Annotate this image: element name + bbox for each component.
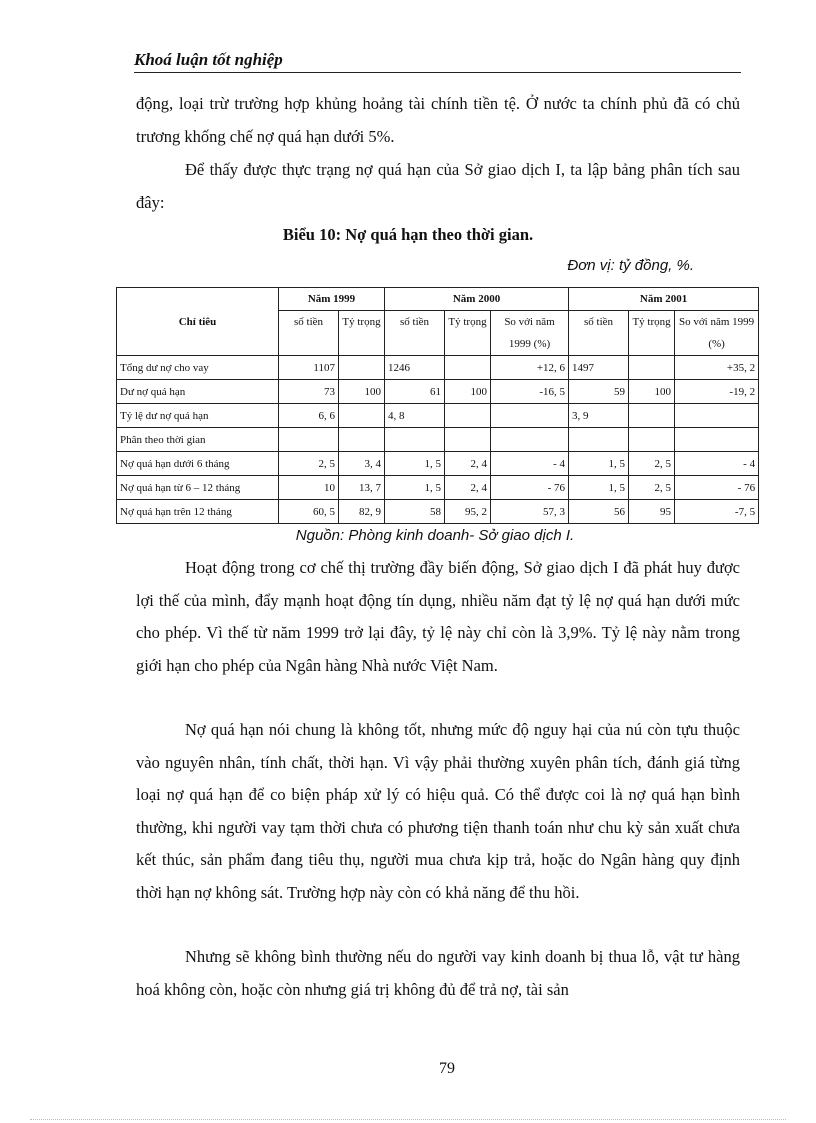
- row-label: Phân theo thời gian: [117, 428, 279, 452]
- table-cell: 6, 6: [279, 404, 339, 428]
- table-cell: [445, 428, 491, 452]
- table-cell: [339, 428, 385, 452]
- page-header: [134, 50, 741, 73]
- table-cell: [279, 428, 339, 452]
- table-cell: 1, 5: [385, 452, 445, 476]
- table-row: [117, 380, 759, 404]
- table-source: Nguồn: Phòng kinh doanh- Sở giao dịch I.: [295, 527, 575, 544]
- table-cell: 58: [385, 500, 445, 524]
- year-header: Năm 2000: [385, 288, 569, 311]
- table-cell: - 76: [675, 476, 759, 500]
- table-cell: 1, 5: [385, 476, 445, 500]
- table-cell: - 76: [491, 476, 569, 500]
- table-cell: 2, 5: [629, 452, 675, 476]
- table-cell: 82, 9: [339, 500, 385, 524]
- table-cell: 100: [339, 380, 385, 404]
- row-label: Nợ quá hạn dưới 6 tháng: [117, 452, 279, 476]
- table-cell: 57, 3: [491, 500, 569, 524]
- table-cell: [445, 356, 491, 380]
- row-label: Nợ quá hạn từ 6 – 12 tháng: [117, 476, 279, 500]
- sub-header: Tỷ trọng: [445, 311, 491, 356]
- table-cell: [339, 356, 385, 380]
- table-cell: [629, 404, 675, 428]
- page-number: 79: [439, 1060, 455, 1077]
- table-cell: 1246: [385, 356, 445, 380]
- table-cell: 100: [629, 380, 675, 404]
- table-cell: - 4: [675, 452, 759, 476]
- table-cell: 61: [385, 380, 445, 404]
- sub-header: So với năm 1999 (%): [491, 311, 569, 356]
- table-cell: [385, 428, 445, 452]
- row-label: Nợ quá hạn trên 12 tháng: [117, 500, 279, 524]
- sub-header: Tỷ trọng: [629, 311, 675, 356]
- table-cell: 2, 4: [445, 452, 491, 476]
- table-cell: [445, 404, 491, 428]
- table-cell: 13, 7: [339, 476, 385, 500]
- table-cell: -19, 2: [675, 380, 759, 404]
- header-title: Khoá luận tốt nghiệp: [134, 50, 283, 69]
- table-cell: 60, 5: [279, 500, 339, 524]
- table-cell: 95, 2: [445, 500, 491, 524]
- table-cell: 4, 8: [385, 404, 445, 428]
- criteria-header: Chỉ tiêu: [117, 288, 279, 356]
- table-cell: -7, 5: [675, 500, 759, 524]
- sub-header: So với năm 1999 (%): [675, 311, 759, 356]
- table-row: [117, 404, 759, 428]
- table-cell: 3, 4: [339, 452, 385, 476]
- table-cell: [491, 404, 569, 428]
- table-cell: [569, 428, 629, 452]
- paragraph-intro: động, loại trừ trường hợp khủng hoảng tài chính tiền tệ. Ở nước ta chính phủ đã có chủ trương khống chế nợ quá hạn dưới 5%.: [136, 94, 740, 146]
- table-cell: [629, 428, 675, 452]
- row-label: Tỷ lệ dư nợ quá hạn: [117, 404, 279, 428]
- table-cell: 1497: [569, 356, 629, 380]
- paragraph-overdue-analysis: Nợ quá hạn nói chung là không tốt, nhưng mức độ nguy hại của nú còn tựu thuộc vào nguyên nhân, tính chất, thời hạn. Vì vậy phải thường xuyên phân tích, đánh giá từng loại nợ quá hạn để co biện pháp xử lý có hiệu quả. Có thể được coi là nợ quá hạn bình thường, khi người vay tạm thời chưa có phương tiện thanh toán như chu kỳ sản xuất chưa kết thúc, sản phẩm đang tiêu thụ, người mua chưa kịp trả, hoặc do Ngân hàng quy định thời hạn nợ không sát. Trường hợp này còn có khả năng để thu hồi.: [136, 720, 740, 902]
- table-row: [117, 452, 759, 476]
- sub-header: Tỷ trọng: [339, 311, 385, 356]
- sub-header: số tiền: [385, 311, 445, 356]
- table-cell: -16, 5: [491, 380, 569, 404]
- table-unit: Đơn vị: tỷ đồng, %.: [567, 257, 694, 274]
- table-cell: 1, 5: [569, 452, 629, 476]
- paragraph-performance: Hoạt động trong cơ chế thị trường đầy biến động, Sở giao dịch I đã phát huy được lợi thế của mình, đẩy mạnh hoạt động tín dụng, nhiều năm đạt tỷ lệ nợ quá hạn dưới mức cho phép. Vì thế từ năm 1999 trở lại đây, tỷ lệ này chỉ còn là 3,9%. Tỷ lệ này nằm trong giới hạn cho phép của Ngân hàng Nhà nước Việt Nam.: [136, 558, 740, 675]
- table-cell: 1107: [279, 356, 339, 380]
- table-cell: 56: [569, 500, 629, 524]
- table-row: [117, 500, 759, 524]
- table-cell: [491, 428, 569, 452]
- paragraph-table-lead: Để thấy được thực trạng nợ quá hạn của Sở giao dịch I, ta lập bảng phân tích sau đây:: [136, 160, 740, 212]
- table-cell: 95: [629, 500, 675, 524]
- table-cell: 73: [279, 380, 339, 404]
- table-cell: 3, 9: [569, 404, 629, 428]
- paragraph-abnormal-debt: Nhưng sẽ không bình thường nếu do người vay kinh doanh bị thua lỗ, vật tư hàng hoá không còn, hoặc còn nhưng giá trị không đủ để trả nợ, tài sản: [136, 947, 740, 999]
- table-cell: 2, 5: [629, 476, 675, 500]
- table-cell: 59: [569, 380, 629, 404]
- table-cell: 2, 4: [445, 476, 491, 500]
- year-header: Năm 1999: [279, 288, 385, 311]
- row-label: Dư nợ quá hạn: [117, 380, 279, 404]
- table-cell: +35, 2: [675, 356, 759, 380]
- table-cell: 10: [279, 476, 339, 500]
- table-cell: 100: [445, 380, 491, 404]
- sub-header: số tiền: [569, 311, 629, 356]
- table-cell: +12, 6: [491, 356, 569, 380]
- page-border-dotted: [30, 1119, 786, 1120]
- table-cell: [629, 356, 675, 380]
- year-header: Năm 2001: [569, 288, 759, 311]
- table-cell: [675, 428, 759, 452]
- table-cell: - 4: [491, 452, 569, 476]
- table-cell: [339, 404, 385, 428]
- row-label: Tổng dư nợ cho vay: [117, 356, 279, 380]
- table-title: Biểu 10: Nợ quá hạn theo thời gian.: [282, 225, 534, 244]
- table-cell: [675, 404, 759, 428]
- sub-header: số tiền: [279, 311, 339, 356]
- table-row: [117, 476, 759, 500]
- table-row: [117, 428, 759, 452]
- table-cell: 2, 5: [279, 452, 339, 476]
- table-cell: 1, 5: [569, 476, 629, 500]
- table-row: [117, 356, 759, 380]
- overdue-debt-table: [116, 287, 759, 524]
